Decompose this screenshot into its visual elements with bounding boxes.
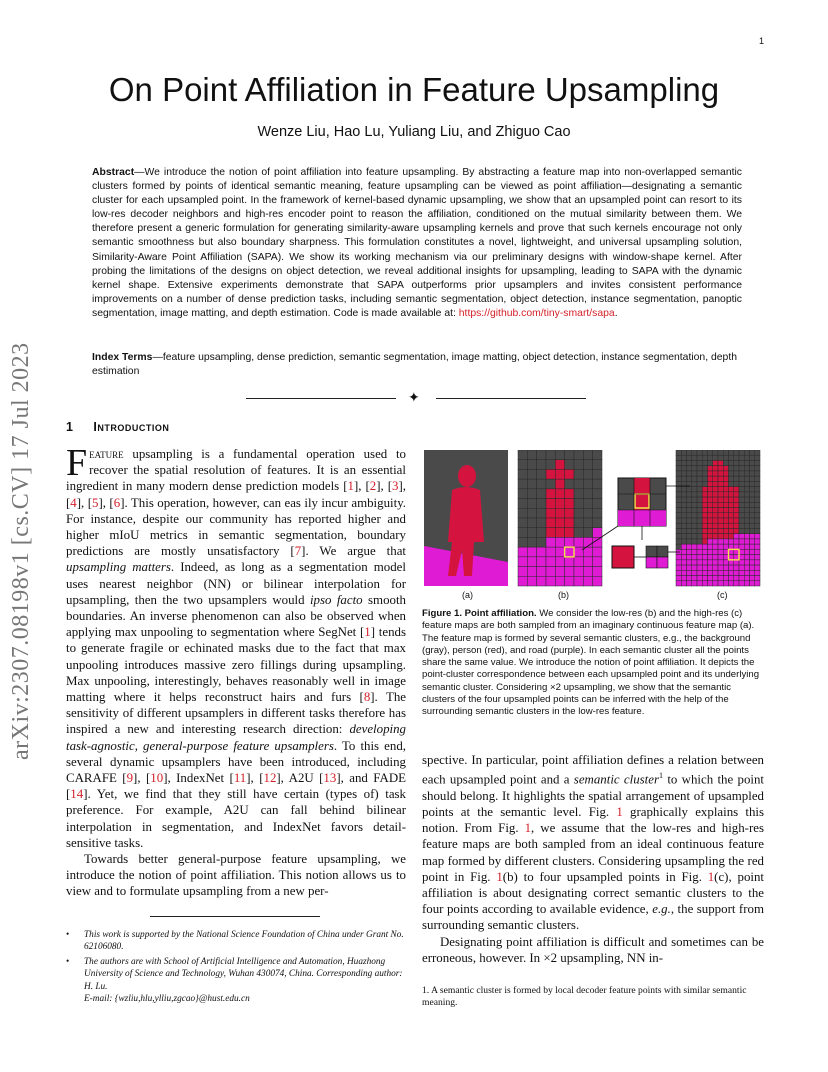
- index-terms-label: Index Terms: [92, 352, 153, 363]
- citation-link[interactable]: 10: [150, 771, 164, 786]
- figure-1-graphic: [422, 450, 762, 600]
- column-2: [422, 752, 764, 966]
- citation-link[interactable]: 4: [70, 495, 77, 510]
- citation-link[interactable]: 3: [392, 479, 399, 494]
- footnotes-left: [66, 929, 411, 1007]
- figure-ref[interactable]: 1: [616, 804, 623, 819]
- figure-1: [422, 450, 762, 600]
- citation-link[interactable]: 8: [363, 690, 371, 705]
- citation-link[interactable]: 5: [92, 495, 99, 510]
- figure-1-caption: [422, 608, 764, 719]
- index-terms: [92, 351, 742, 379]
- drop-cap: F: [66, 442, 88, 484]
- intro-column: [66, 442, 407, 900]
- citation-link[interactable]: 1: [364, 625, 371, 640]
- footnote-rule: [150, 916, 320, 917]
- figure-ref[interactable]: 1: [524, 821, 532, 836]
- emphasis: developing task-agnostic, general-purpose feature upsamplers: [66, 722, 406, 753]
- abstract-text: —We introduce the notion of point affiliation into feature upsampling. By abstracting a feature map into non-overlapped semantic clusters formed by points of identical semantic meaning, feature upsampling can be viewed as point affiliation—designating a semantic cluster for each upsampled point. In the framework of kernel-based dynamic upsampling, we show that an upsampled point can resort to its low-res decoder neighbors and high-res encoder point to reason the affiliation, conditioned on the mutual similarity between them. We therefore present a generic formulation for generating similarity-aware upsampling kernels and prove that such kernels encourage not only semantic smoothness but also boundary sharpness. This formulation constitutes a novel, lightweight, and universal upsampling solution, Similarity-Aware Point Affiliation (SAPA). We show its working mechanism via our preliminary designs with window-shape kernel. After probing the limitations of the designs on object detection, we reveal additional insights for upsampling, leading to SAPA with the dynamic kernel shape. Extensive experiments demonstrate that SAPA outperforms prior upsamplers and invites consistent performance improvements on a number of dense prediction tasks, including semantic segmentation, object detection, instance segmentation, panoptic segmentation, image matting, and depth estimation. Code is made available at:: [92, 167, 742, 319]
- emphasis: ipso facto: [309, 592, 363, 607]
- citation-link[interactable]: 12: [263, 771, 277, 786]
- footnote-affiliation: • The authors are with School of Artificial Intelligence and Automation, Huazhong University of Science and Technology, Wuhan 430074, China. Corresponding author: H. Lu. E-mail: {wzliu,hlu,ylliu,zgcao}@hust.edu.cn: [66, 956, 403, 1005]
- citation-link[interactable]: 9: [126, 771, 134, 786]
- abstract: [92, 166, 742, 321]
- paper-title: On Point Affiliation in Feature Upsampling: [108, 71, 720, 108]
- section-number: 1: [66, 420, 74, 434]
- section-divider: ✦: [246, 393, 586, 405]
- figure-label: Figure 1. Point affiliation.: [422, 608, 537, 619]
- emphasis: e.g.: [652, 902, 671, 917]
- citation-link[interactable]: 1: [347, 479, 354, 494]
- section-title: Introduction: [93, 420, 170, 434]
- footnote-semantic-cluster: 1. A semantic cluster is formed by local decoder feature points with similar semantic meaning.: [422, 985, 747, 1009]
- panel-b: [518, 450, 602, 586]
- figure-ref[interactable]: 1: [707, 869, 715, 884]
- abstract-end: .: [614, 307, 618, 319]
- arxiv-stamp: arXiv:2307.08198v1 [cs.CV] 17 Jul 2023: [8, 342, 34, 760]
- section-heading: [66, 420, 169, 434]
- citation-link[interactable]: 11: [233, 771, 247, 786]
- col2-paragraph-2: Designating point affiliation is difficult and sometimes can be erroneous, however. In ×2 upsampling, NN in-: [422, 934, 764, 965]
- emphasis: semantic cluster: [573, 772, 660, 787]
- lead-word: eature: [89, 447, 124, 461]
- author-list: Wenze Liu, Hao Lu, Yuliang Liu, and Zhiguo Cao: [257, 124, 571, 140]
- emphasis: upsampling matters: [66, 560, 171, 575]
- figure-caption-text: We consider the low-res (b) and the high-res (c) feature maps are both sampled from an imaginary continuous feature map (a). The feature map is formed by several semantic clusters, e.g., the background (gray), person (red), and road (purple). In each semantic cluster all the points share the same value. We introduce the notion of point affiliation. It depicts the point-cluster correspondence between each upsampled point and its underlying semantic cluster. Considering ×2 upsampling, we show that the semantic clusters of the four upsampled points can be inferred with the help of the surrounding semantic clusters in the low-res feature.: [422, 608, 760, 718]
- sublabel-a: (a): [462, 590, 473, 600]
- panel-c: [676, 450, 760, 586]
- citation-link[interactable]: 14: [70, 787, 84, 802]
- sublabel-b: (b): [558, 590, 569, 600]
- intro-paragraph-1: Feature upsampling is a fundamental operation used to recover the spatial resolution of features. It is an essential ingredient in many modern dense prediction models [1], [2], [3], [4], [5], [6]. This operation, however, can eas ily incur ambiguity. For instance, despite our community has reported higher and higher mIoU metrics in semantic segmentation, boundary predictions are mostly unsatisfactory [7]. We argue that upsampling matters. Indeed, as long as a segmentation model uses nearest neighbor (NN) or bilinear interpolation for upsampling, then the two upsamplers would ipso facto smooth boundaries. An inverse phenomenon can also be observed when applying max unpooling to segmentation where SegNet [1] tends to generate fragile or echinated masks due to the fact that max unpooling introduces massive zero fillings during upsampling. Max unpooling, interestingly, behaves reasonably well in image matting where it helps reconstruct hairs and furs [8]. The sensitivity of different upsamplers in different tasks therefore has inspired a new and interesting research direction: developing task-agnostic, general-purpose feature upsamplers. To this end, several dynamic upsamplers have been introduced, including CARAFE [9], [10], IndexNet [11], [12], A2U [13], and FADE [14]. Yet, we find that they still have certain (types of) task preference. For example, A2U can fall behind bilinear interpolation in segmentation, and IndexNet favors detail-sensitive tasks.: [66, 442, 407, 850]
- citation-link[interactable]: 2: [369, 479, 377, 494]
- figure-ref[interactable]: 1: [496, 869, 503, 884]
- citation-link[interactable]: 7: [294, 544, 302, 559]
- footnote-marker[interactable]: 1: [659, 771, 664, 781]
- citation-link[interactable]: 13: [323, 771, 337, 786]
- col2-paragraph-1: spective. In particular, point affiliation defines a relation between each upsampled point and a semantic cluster$^1$ to which the point should belong. It highlights the spatial arrangement of upsampled points at the semantic level. Fig. 1 graphically explains this notion. From Fig. 1, we assume that the low-res and high-res feature maps are both sampled from an ideal continuous feature map formed by different clusters. Considering upsampling the red point in Fig. 1(b) to four upsampled points in Fig. 1(c), point affiliation is about designating correct semantic clusters to the four points according to available evidence, e.g., the support from surrounding semantic clusters.: [422, 753, 764, 933]
- page-number: 1: [758, 36, 764, 46]
- intro-paragraph-2: Towards better general-purpose feature upsampling, we introduce the notion of point affiliation. This notion allows us to view and to formulate upsampling from a new per-: [66, 852, 406, 899]
- panel-a: [424, 450, 508, 586]
- abstract-label: Abstract: [92, 167, 135, 178]
- index-terms-text: —feature upsampling, dense prediction, semantic segmentation, image matting, object detection, instance segmentation, depth estimation: [92, 352, 737, 378]
- footnote-funding: • This work is supported by the National Science Foundation of China under Grant No. 62106080.: [66, 930, 404, 953]
- citation-link[interactable]: 6: [113, 495, 121, 510]
- sublabel-c: (c): [717, 590, 728, 600]
- code-link[interactable]: https://github.com/tiny-smart/sapa: [458, 307, 615, 319]
